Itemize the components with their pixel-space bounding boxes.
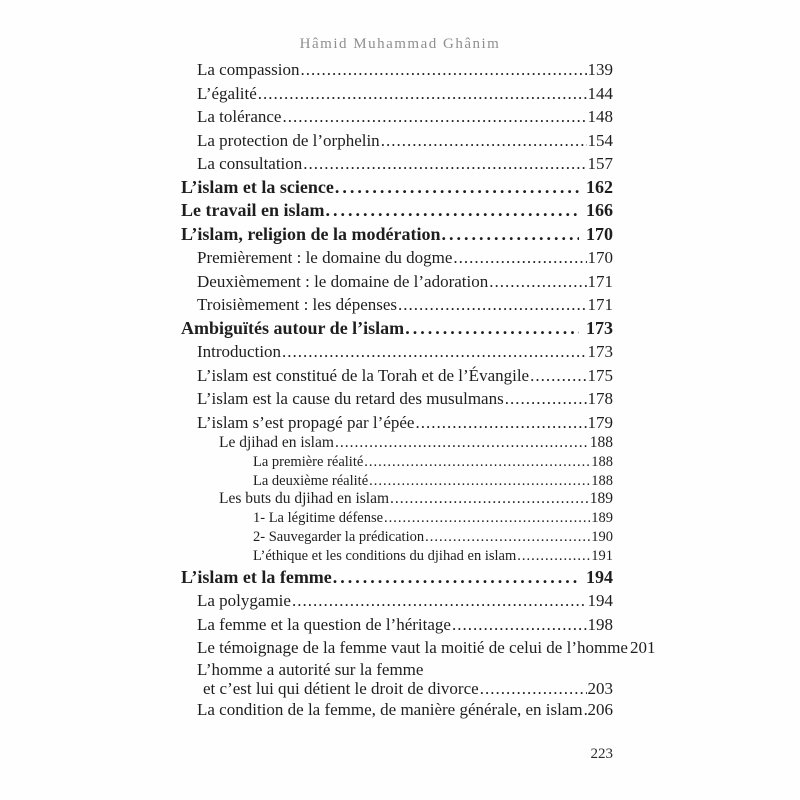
toc-leader-dots [489,270,586,294]
toc-entry-label: La première réalité [253,453,364,470]
toc-leader-dots [384,509,590,528]
toc-leader-dots [335,176,579,200]
toc-entry-label: L’éthique et les conditions du djihad en islam [253,547,517,564]
toc-row [181,82,613,106]
toc-leader-dots [442,223,579,247]
toc-page-number: 188 [591,453,613,470]
toc-page-number: 178 [587,389,613,408]
toc-entry-label: L’islam est la cause du retard des musulmans [197,389,504,408]
toc-page-number: 166 [586,200,613,220]
toc-page-number: 203 [587,678,613,698]
toc-row [181,129,613,153]
toc-row [181,246,613,270]
toc-entry-label: Troisièmement : les dépenses [197,295,398,314]
toc-entry-label: La protection de l’orphelin [197,130,380,150]
toc-leader-dots [453,246,586,270]
toc-page-number: 173 [586,317,613,338]
toc-entry-label: Premièrement : le domaine du dogme [197,248,453,267]
toc-page-number: 154 [587,130,613,150]
toc-entry-label: L’islam, religion de la modération [181,223,441,244]
toc-entry-label: Le travail en islam [181,200,325,220]
toc-entry-label: L’islam est constitué de la Torah et de l’Évangile [197,365,530,385]
toc-entry-label: La tolérance [197,107,282,126]
toc-leader-dots [292,589,587,613]
toc-row [181,293,613,317]
toc-entry-label: La compassion [197,60,300,79]
toc-page-number: 188 [591,472,613,489]
toc-page-number: 139 [587,60,613,79]
toc-row [181,176,613,200]
toc-row [181,317,613,341]
toc-page-number: 206 [587,699,613,719]
toc-leader-dots [364,453,590,472]
toc-entry-label: L’islam et la femme [181,566,332,587]
toc-row [181,528,613,547]
toc-entry-label: Introduction [197,342,282,361]
toc-page-number: 175 [587,365,613,385]
toc-entry-label: Le témoignage de la femme vaut la moitié de celui de l’homme [197,638,628,658]
toc-leader-dots [369,472,590,491]
toc-row [181,660,613,680]
toc-entry-label: La polygamie [197,591,291,611]
toc-leader-dots [584,698,587,722]
toc-row [181,472,613,491]
toc-leader-dots [300,58,586,82]
toc-leader-dots [282,340,586,364]
toc-leader-dots [282,105,586,129]
toc-leader-dots [480,680,587,698]
toc-entry-label: Le djihad en islam [219,434,334,451]
toc-leader-dots [390,490,589,509]
toc-page-number: 189 [589,490,613,508]
toc-leader-dots [303,152,586,176]
toc-entry-label: L’islam s’est propagé par l’épée [197,412,415,432]
toc-page-number: 173 [587,342,613,361]
table-of-contents [181,58,656,721]
toc-leader-dots [405,317,579,341]
toc-leader-dots [381,129,587,153]
toc-leader-dots [425,528,590,547]
toc-page-number: 194 [586,566,613,587]
toc-leader-dots [505,387,587,411]
toc-page-number: 190 [591,528,613,545]
toc-row [181,411,613,435]
page-header-author: Hâmid Muhammad Ghânim [299,36,501,52]
toc-row [181,589,613,613]
toc-row [181,490,613,509]
toc-page-number: 162 [586,176,613,197]
toc-page-number: 179 [587,412,613,432]
toc-row [181,680,613,698]
toc-page-number: 194 [587,591,613,611]
toc-row [181,434,613,453]
toc-page-number: 171 [587,271,613,291]
toc-row [181,364,613,388]
toc-entry-label: L’homme a autorité sur la femme [197,659,424,679]
toc-row [181,509,613,528]
toc-page-number: 170 [587,248,613,267]
toc-page-number: 201 [629,638,656,658]
toc-leader-dots [325,199,579,223]
toc-entry-label: La femme et la question de l’héritage [197,614,451,634]
toc-page-number: 191 [591,547,613,564]
toc-row [181,270,613,294]
toc-leader-dots [258,82,587,106]
toc-row [181,566,613,590]
toc-row [181,105,613,129]
toc-page-number: 144 [587,83,613,103]
toc-leader-dots [333,566,579,590]
toc-row [181,613,613,637]
toc-leader-dots [335,434,589,453]
toc-page-number: 170 [586,223,613,244]
toc-page-number: 198 [587,614,613,634]
toc-row [181,340,613,364]
toc-row [181,58,613,82]
toc-leader-dots [517,547,590,566]
toc-entry-label: 2- Sauvegarder la prédication [253,528,425,545]
toc-page-number: 157 [587,154,613,173]
toc-entry-label: et c’est lui qui détient le droit de divorce [203,678,479,698]
toc-entry-label: Ambiguïtés autour de l’islam [181,317,405,338]
toc-entry-label: La condition de la femme, de manière générale, en islam [197,699,583,719]
toc-page-number: 188 [589,434,613,451]
toc-row [181,698,613,722]
toc-entry-label: L’islam et la science [181,176,334,197]
toc-leader-dots [452,613,587,637]
toc-leader-dots [530,364,586,388]
toc-page-number: 189 [591,510,613,527]
toc-entry-label: Deuxièmement : le domaine de l’adoration [197,271,489,291]
toc-entry-label: La consultation [197,154,303,173]
toc-entry-label: L’égalité [197,83,257,103]
toc-row [181,223,613,247]
page-number-footer: 223 [590,746,613,762]
toc-leader-dots [398,293,586,317]
toc-row [181,199,613,223]
toc-entry-label: La deuxième réalité [253,472,369,489]
toc-row [181,547,613,566]
toc-row [181,636,656,660]
toc-row [181,152,613,176]
toc-leader-dots [415,411,586,435]
toc-row [181,387,613,411]
toc-row [181,453,613,472]
toc-entry-label: Les buts du djihad en islam [219,490,390,508]
toc-page-number: 171 [587,295,613,314]
toc-entry-label: 1- La légitime défense [253,510,384,527]
toc-page-number: 148 [587,107,613,126]
